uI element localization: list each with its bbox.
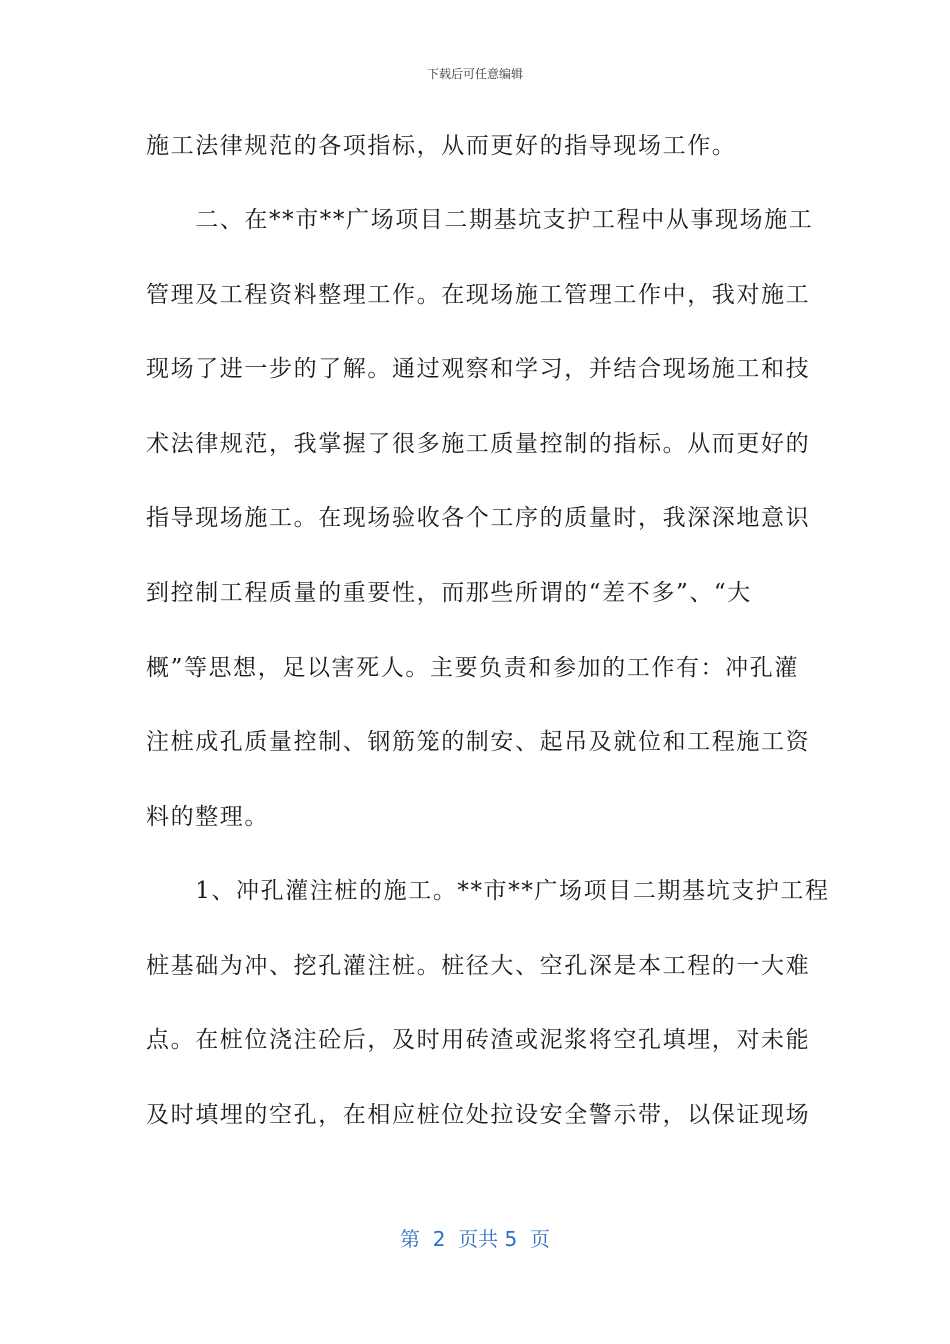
text-line: 现场了进一步的了解。通过观察和学习，并结合现场施工和技 xyxy=(146,356,811,382)
text-line: 二、在**市**广场项目二期基坑支护工程中从事现场施工 xyxy=(146,207,814,233)
page-footer xyxy=(0,1226,950,1252)
text-line: 及时填埋的空孔，在相应桩位处拉设安全警示带，以保证现场 xyxy=(146,1102,811,1128)
text-line: 管理及工程资料整理工作。在现场施工管理工作中，我对施工 xyxy=(146,282,811,308)
text-line: 1、冲孔灌注桩的施工。**市**广场项目二期基坑支护工程 xyxy=(146,878,830,904)
text-line: 点。在桩位浇注砼后，及时用砖渣或泥浆将空孔填埋，对未能 xyxy=(146,1027,811,1053)
text-line: 桩基础为冲、挖孔灌注桩。桩径大、空孔深是本工程的一大难 xyxy=(146,953,811,979)
text-line: 施工法律规范的各项指标，从而更好的指导现场工作。 xyxy=(146,133,737,159)
text-line: 注桩成孔质量控制、钢筋笼的制安、起吊及就位和工程施工资 xyxy=(146,729,811,755)
page-header: 下载后可任意编辑 xyxy=(426,67,523,81)
text-line: 概”等思想，足以害死人。主要负责和参加的工作有：冲孔灌 xyxy=(146,655,799,681)
text-line: 指导现场施工。在现场验收各个工序的质量时，我深深地意识 xyxy=(146,505,811,531)
text-line: 到控制工程质量的重要性，而那些所谓的“差不多”、“大 xyxy=(146,580,752,606)
text-line: 术法律规范，我掌握了很多施工质量控制的指标。从而更好的 xyxy=(146,431,811,457)
page-number: 第 2 页共 5 页 xyxy=(400,1227,550,1251)
text-line: 料的整理。 xyxy=(146,804,269,830)
